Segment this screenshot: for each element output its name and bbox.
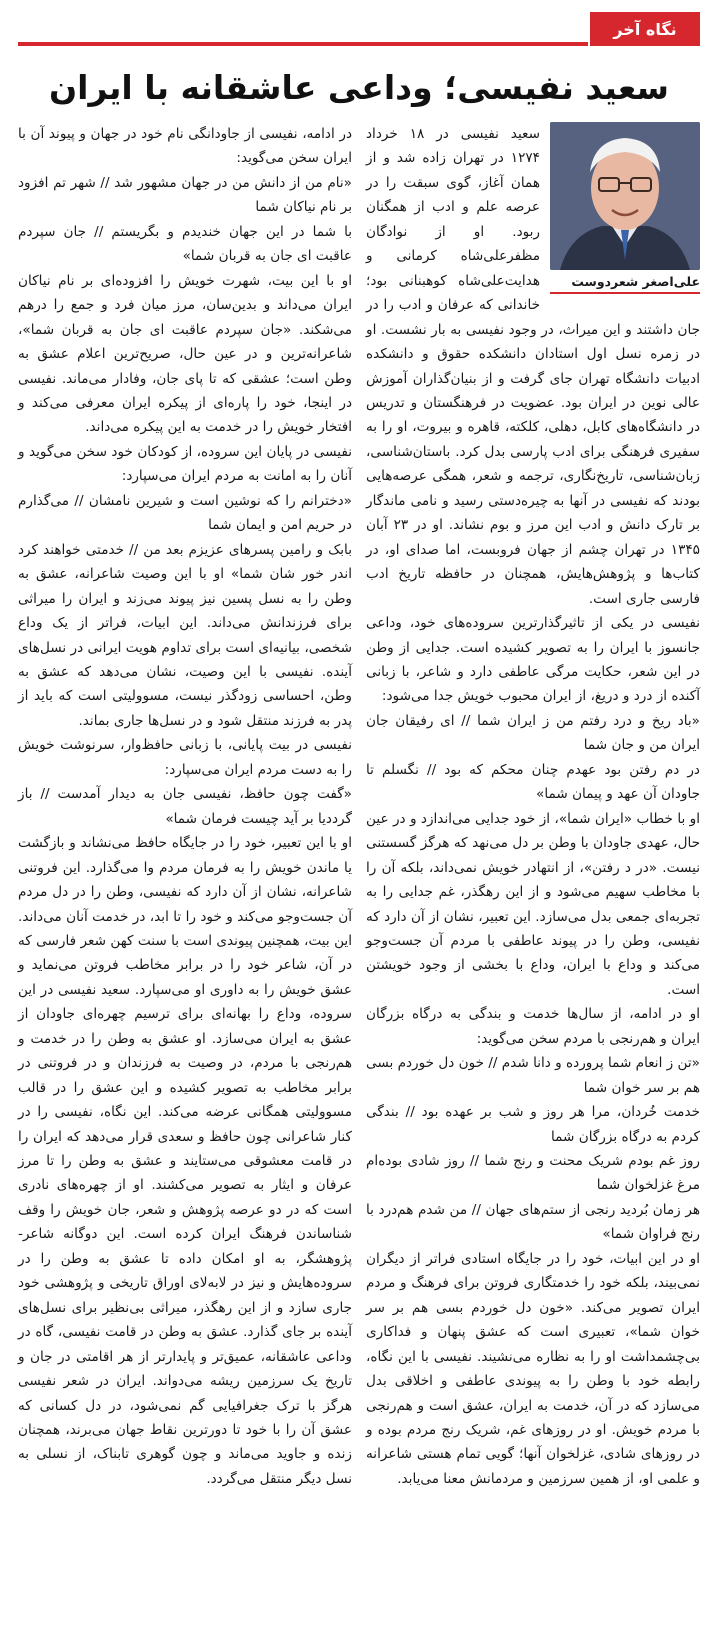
article-column-left xyxy=(18,122,352,1491)
verse-line: هر زمان بُردید رنجی از ستم‌های جهان // من شدم هم‌درد با رنج فراوان شما» xyxy=(366,1201,700,1243)
verse-line: «باد ریخ و درد رفتم من ز ایران شما // ای رفیقان جان ایران من و جان شما xyxy=(366,712,700,754)
article-column-right xyxy=(366,122,700,1491)
verse-line: خدمت خُردان، مرا هر روز و شب بر عهده بود // بندگی کردم به درگاه بزرگان شما xyxy=(366,1104,700,1145)
paragraph: نفیسی در بیت پایانی، با زبانی حافظ‌وار، سرنوشت خویش را به دست مردم ایران می‌سپارد: xyxy=(18,737,352,778)
section-header xyxy=(0,8,716,46)
paragraph: در ادامه، نفیسی از جاودانگی نام خود در جهان و پیوند آن با ایران سخن می‌گوید: xyxy=(18,126,352,167)
verse-line: با شما در این جهان خندیدم و بگریستم // جان سپردم عاقبت ای جان به قربان شما» xyxy=(18,223,352,265)
paragraph: بابک و رامین پسرهای عزیزم بعد من // خدمتی خواهند کرد اندر خور شان شما» او با این وصیت شاعرانه، عشق به وطن را به نسل پسین نیز پیوند می‌زند و ایران را میراثی برای فرزندانش می‌داند. این ابیات، فراتر از یک وداع شخصی، بیانیه‌ای است برای تداوم هویت ایرانی در نسل‌های آینده. نفیسی با این وصیت، نشان می‌دهد که عشق به وطن، احساسی زودگذر نیست، مسوولیتی است که باید از پدر به فرزند منتقل شود و در نسل‌ها جاری بماند. xyxy=(18,541,352,729)
paragraph: او با این تعبیر، خود را در جایگاه حافظ می‌نشاند و بازگشت یا ماندن خویش را به فرمان مردم وا می‌گذارد. این فروتنی شاعرانه، نشان از آن دارد که نفیسی، وطن را در دل مردم آن جست‌وجو می‌کند و خود را تا ابد، در خدمت آنان می‌داند. این بیت، همچنین پیوندی است با سنت کهن شعر فارسی که در آن، شاعر خود را در برابر مخاطب فروتن می‌نماید و عشق خویش را به داوری او می‌سپارد. سعید نفیسی در این سروده، وداع را بهانه‌ای برای ترسیم چهره‌ای جاودان از عشق به ایران می‌سازد. او عشق به وطن را در خدمت و هم‌رنجی با مردم، در وصیت به فرزندان و در فروتنی در برابر مخاطب به تصویر کشیده و این عشق را در قالب مسوولیتی همگانی عرضه می‌کند. این نگاه، نفیسی را در کنار شاعرانی چون حافظ و سعدی قرار می‌دهد که ایران را در قامت معشوقی می‌ستایند و عشق به وطن را تا مرز عرفان و ایثار به تصویر می‌کشند. او از چهره‌های نادری است که در دو عرصه پژوهش و شعر، جان خویش را وقف شناساندن فرهنگ ایران کرده است. این دوگانه شاعر-پژوهشگر، به او امکان داده تا عشق به وطن را در سروده‌هایش و نیز در لابه‌لای اوراق تاریخی و پژوهشی خود جاری سازد و از این رهگذر، میراثی بی‌نظیر برای نسل‌های آینده بر جای گذارد. عشق به وطن در قامت نفیسی، گاه در وداعی عاشقانه، عمیق‌تر و پایدارتر از هر اقامتی در جان و تاریخ یک سرزمین ریشه می‌دواند. ایران در شعر نفیسی هرگز با ترک جغرافیایی گم نمی‌شود، در دل کسانی که عشق آن را با خود تا دورترین نقاط جهان می‌برند، همچنان زنده و جاوید می‌ماند و چون گوهری تابناک، از نسلی به نسل دیگر منتقل می‌گردد. xyxy=(18,835,352,1487)
verse-line: «تن ز انعام شما پرورده و دانا شدم // خون دل خوردم بسی هم بر سر خوان شما xyxy=(366,1055,700,1096)
paragraph: او با این بیت، شهرت خویش را افزوده‌ای بر نام نیاکان ایران می‌داند و بدین‌سان، مرز میان فرد و جمع را درهم می‌شکند. «جان سپردم عاقبت ای جان به قربان شما»، شاعرانه‌ترین و در عین حال، صریح‌ترین اعلام عشق به وطن است؛ عشقی که تا پای جان، وفادار می‌ماند. نفیسی در اینجا، خود را پاره‌ای از پیکره ایران معرفی می‌کند و افتخار خویش را در خدمت به این پیکره می‌داند. xyxy=(18,272,352,436)
verse-line: روز غم بودم شریک محنت و رنج شما // روز شادی بوده‌ام مرغ غزلخوان شما xyxy=(366,1153,700,1194)
header-rule xyxy=(18,42,588,46)
author-photo-box xyxy=(550,122,700,296)
verse-line: «دخترانم را که نوشین است و شیرین نامشان // می‌گذارم در حریم امن و ایمان شما xyxy=(18,492,352,534)
section-label: نگاه آخر xyxy=(590,12,700,46)
article-title: سعید نفیسی؛ وداعی عاشقانه با ایران xyxy=(49,68,669,107)
author-photo xyxy=(550,122,700,270)
paragraph: او در این ابیات، خود را در جایگاه استادی فراتر از دیگران نمی‌بیند، بلکه خود را خدمتگاری فروتن برای فرهنگ و مردم ایران تصویر می‌کند. «خون دل خوردم بسی هم بر سر خوان شما»، تعبیری است که عشق پنهان و فداکاری بی‌چشمداشت او را به نظاره می‌نشیند. نفیسی با این نگاه، رابطه خود با وطن را به پیوندی عاطفی و اخلاقی بدل می‌سازد که در آن، خدمت به ایران، عشق است و هم‌رنجی با مردم خویش. او در روزهای غم، شریک رنج مردم بوده و در روزهای شادی، غزلخوان آنها؛ گویی تمام هستی شاعرانه و علمی او، از همین سرزمین و مردمانش معنا می‌یابد. xyxy=(366,1250,700,1487)
verse-line: «گفت چون حافظ، نفیسی جان به دیدار آمدست // باز گرددیا بر آید چیست فرمان شما» xyxy=(18,786,352,827)
paragraph: نفیسی در پایان این سروده، از کودکان خود سخن می‌گوید و آنان را به امانت به مردم ایران می‌سپارد: xyxy=(18,443,352,485)
verse-line: در دم رفتن بود عهدم چنان محکم که بود // نگسلم تا جاودان آن عهد و پیمان شما» xyxy=(366,761,700,803)
verse-line: «نام من از دانش من در جهان مشهور شد // شهر تم افزود بر نام نیاکان شما xyxy=(18,174,352,216)
author-name: علی‌اصغر شعردوست xyxy=(550,270,700,294)
portrait-image xyxy=(550,122,700,270)
paragraph: نفیسی در یکی از تاثیرگذارترین سروده‌های خود، وداعی جانسوز با ایران را به تصویر کشیده است. جدایی از وطن در این شعر، حکایت مرگی عاطفی دارد و شاعر، با زبانی آکنده از درد و دریغ، از ایران محبوب خویش جدا می‌شود: xyxy=(366,615,700,705)
paragraph: او با خطاب «ایران شما»، از خود جدایی می‌اندازد و در عین حال، عهدی جاودان با وطن بر دل می‌نهد که هرگز گسستنی نیست. «در د رفتن»، از انتهادر خویش نمی‌داند، بلکه آن را با مخاطب سهیم می‌شود و از این رهگذر، غم جدایی را به تجربه‌ای جمعی بدل می‌سازد. این تعبیر، نشان از آن دارد که نفیسی، وطن را در پیوند عاطفی با مردم آن جست‌وجو می‌کند و وداع با ایران، وداع با بخشی از وجود خویشتن است. xyxy=(366,810,700,998)
paragraph: او در ادامه، از سال‌ها خدمت و بندگی به درگاه بزرگان ایران و هم‌رنجی با مردم سخن می‌گوید: xyxy=(366,1006,700,1047)
paragraph: سعید نفیسی در ۱۸ خرداد ۱۲۷۴ در تهران زاده شد و از همان آغاز، گوی سبقت را در عرصه علم و ادب از همگنان ربود. او از نوادگان مظفرعلی‌شاه کرمانی و هدایت‌علی‌شاه کوهبنانی بود؛ خاندانی که عرفان و ادب را در جان داشتند و این میراث، در وجود نفیسی به بار نشست. او در زمره نسل اول استادان دانشکده حقوق و دانشکده ادبیات دانشگاه تهران جای گرفت و از بنیان‌گذاران آموزش عالی نوین در ایران بود. عضویت در فرهنگستان و تدریس در دانشگاه‌های کابل، دهلی، کلکته، قاهره و بیروت، او را به سفیری فرهنگی برای ادب پارسی بدل کرد. باستان‌شناسی، زبان‌شناسی، تاریخ‌نگاری، ترجمه و شعر، همگی عرصه‌هایی بودند که نفیسی در آنها به چیره‌دستی رسید و نامی ماندگار بر تارک دانش و ادب این مرز و بوم نشاند. او در ۲۳ آبان ۱۳۴۵ در تهران چشم از جهان فروبست، اما صدای او، در کتاب‌ها و پژوهش‌هایش، همچنان در حافظه تاریخ ادب فارسی جاری است. xyxy=(366,126,700,607)
